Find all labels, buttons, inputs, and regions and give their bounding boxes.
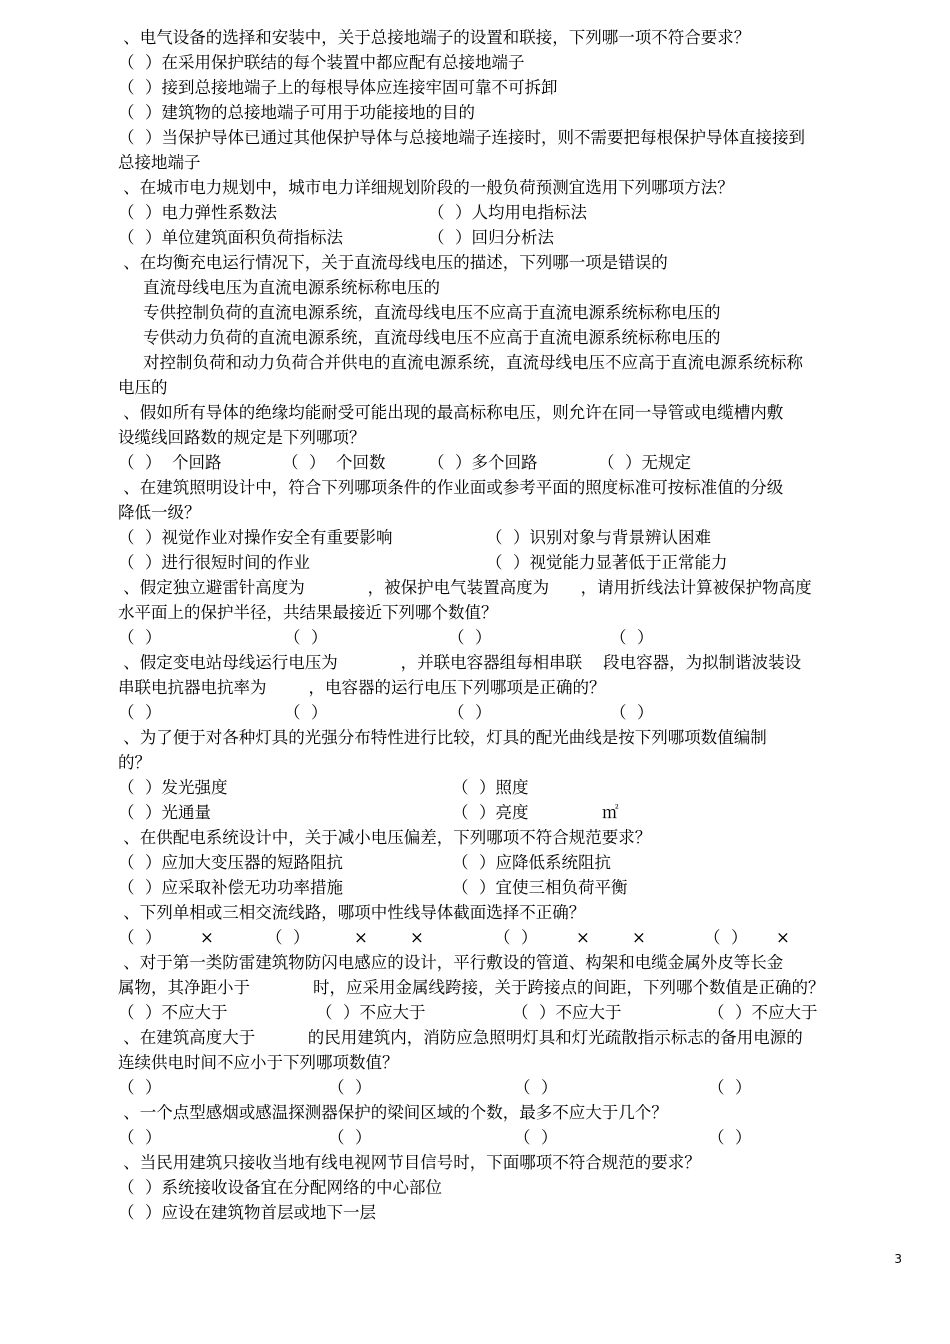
text-line: 、为了便于对各种灯具的光强分布特性进行比较，灯具的配光曲线是按下列哪项数值编制 xyxy=(118,728,767,747)
text-line: 、电气设备的选择和安装中，关于总接地端子的设置和联接，下列哪一项不符合要求？ xyxy=(118,28,751,47)
text-line: （ ） xyxy=(708,1128,752,1147)
text-line: （ ）宜使三相负荷平衡 xyxy=(452,878,628,897)
text-line: （ ） xyxy=(284,703,328,722)
text-line: （ ）照度 xyxy=(452,778,529,797)
text-line: （ ）建筑物的总接地端子可用于功能接地的目的 xyxy=(118,103,475,122)
text-line: 水平面上的保护半径，共结果最接近下列哪个数值？ xyxy=(118,603,498,622)
text-line: （ ） 个回数 xyxy=(282,453,386,472)
text-line: （ ）人均用电指标法 xyxy=(428,203,587,222)
text-line: （ ）单位建筑面积负荷指标法 xyxy=(118,228,343,247)
text-line: 属物，其净距小于 时，应采用金属线跨接，关于跨接点的间距，下列哪个数值是正确的？ xyxy=(118,978,825,997)
text-line: （ ）视觉能力显著低于正常能力 xyxy=(486,553,728,572)
text-line: 、假如所有导体的绝缘均能耐受可能出现的最高标称电压，则允许在同一导管或电缆槽内敷 xyxy=(118,403,784,422)
text-line: （ ） xyxy=(328,1078,372,1097)
text-line: 串联电抗器电抗率为 ，电容器的运行电压下列哪项是正确的？ xyxy=(118,678,606,697)
text-line: （ ）亮度 xyxy=(452,803,529,822)
text-line: （ ）识别对象与背景辨认困难 xyxy=(486,528,711,547)
text-line: （ ）进行很短时间的作业 xyxy=(118,553,310,572)
text-line: （ ） xyxy=(448,628,492,647)
text-line: （ ）系统接收设备宜在分配网络的中心部位 xyxy=(118,1178,442,1197)
text-line: 对控制负荷和动力负荷合并供电的直流电源系统，直流母线电压不应高于直流电源系统标称 xyxy=(143,353,803,372)
text-line: 、假定变电站母线运行电压为 ，并联电容器组每相串联 段电容器，为拟制谐波装设 xyxy=(118,653,802,672)
text-line: （ ） xyxy=(514,1078,558,1097)
text-line: × xyxy=(776,928,790,947)
page-number: 3 xyxy=(894,1252,902,1266)
text-line: （ ） xyxy=(514,1128,558,1147)
text-line: （ ） xyxy=(118,928,162,947)
text-line: 、对于第一类防雷建筑物防闪电感应的设计，平行敷设的管道、构架和电缆金属外皮等长金 xyxy=(118,953,784,972)
text-line: （ ） xyxy=(118,1078,162,1097)
text-line: （ ）无规定 xyxy=(598,453,691,472)
text-line: （ ） 个回路 xyxy=(118,453,222,472)
text-line: （ ） xyxy=(284,628,328,647)
text-line: × xyxy=(354,928,368,947)
text-line: （ ） xyxy=(448,703,492,722)
text-line: （ ）接到总接地端子上的每根导体应连接牢固可靠不可拆卸 xyxy=(118,78,558,97)
text-line: （ ） xyxy=(118,1128,162,1147)
text-line: 的？ xyxy=(118,753,151,772)
text-line: （ ）应降低系统阻抗 xyxy=(452,853,611,872)
text-line: （ ）不应大于 xyxy=(118,1003,228,1022)
text-line: 专供控制负荷的直流电源系统，直流母线电压不应高于直流电源系统标称电压的 xyxy=(143,303,721,322)
text-line: （ ）光通量 xyxy=(118,803,211,822)
text-line: 、假定独立避雷针高度为 ，被保护电气装置高度为 ，请用折线法计算被保护物高度 xyxy=(118,578,812,597)
text-line: （ ） xyxy=(610,628,654,647)
text-line: （ ）不应大于 xyxy=(316,1003,426,1022)
text-line: 降低一级？ xyxy=(118,503,201,522)
text-line: × xyxy=(410,928,424,947)
text-line: 总接地端子 xyxy=(118,153,201,172)
text-line: 连续供电时间不应小于下列哪项数值？ xyxy=(118,1053,399,1072)
text-line: （ ） xyxy=(328,1128,372,1147)
text-line: （ ） xyxy=(118,628,162,647)
text-line: （ ） xyxy=(708,1078,752,1097)
text-line: × xyxy=(200,928,214,947)
text-line: × xyxy=(632,928,646,947)
text-line: 设缆线回路数的规定是下列哪项？ xyxy=(118,428,366,447)
text-line: （ ）应加大变压器的短路阻抗 xyxy=(118,853,343,872)
text-line: 、在供配电系统设计中，关于减小电压偏差，下列哪项不符合规范要求？ xyxy=(118,828,652,847)
text-line: （ ）不应大于 xyxy=(708,1003,818,1022)
text-line: （ ）电力弹性系数法 xyxy=(118,203,277,222)
text-line: （ ）应采取补偿无功功率措施 xyxy=(118,878,343,897)
text-line: 、在建筑高度大于 的民用建筑内，消防应急照明灯具和灯光疏散指示标志的备用电源的 xyxy=(118,1028,803,1047)
text-line: 、在建筑照明设计中，符合下列哪项条件的作业面或参考平面的照度标准可按标准值的分级 xyxy=(118,478,784,497)
text-line: （ ）回归分析法 xyxy=(428,228,554,247)
text-line: （ ） xyxy=(494,928,538,947)
text-line: × xyxy=(576,928,590,947)
text-line: （ ） xyxy=(610,703,654,722)
text-line: （ ）在采用保护联结的每个装置中都应配有总接地端子 xyxy=(118,53,525,72)
text-line: （ ）多个回路 xyxy=(428,453,538,472)
text-line: 电压的 xyxy=(118,378,168,397)
text-line: ㎡ xyxy=(602,803,619,822)
text-line: 专供动力负荷的直流电源系统，直流母线电压不应高于直流电源系统标称电压的 xyxy=(143,328,721,347)
text-line: （ ）发光强度 xyxy=(118,778,228,797)
text-line: （ ）当保护导体已通过其他保护导体与总接地端子连接时，则不需要把每根保护导体直接接到 xyxy=(118,128,805,147)
text-line: （ ）不应大于 xyxy=(512,1003,622,1022)
text-line: 、下列单相或三相交流线路，哪项中性线导体截面选择不正确？ xyxy=(118,903,586,922)
text-line: （ ） xyxy=(704,928,748,947)
text-line: 、一个点型感烟或感温探测器保护的梁间区域的个数，最多不应大于几个？ xyxy=(118,1103,668,1122)
text-line: （ ）视觉作业对操作安全有重要影响 xyxy=(118,528,393,547)
text-line: 直流母线电压为直流电源系统标称电压的 xyxy=(143,278,440,297)
text-line: （ ）应设在建筑物首层或地下一层 xyxy=(118,1203,376,1222)
text-line: 、当民用建筑只接收当地有线电视网节目信号时，下面哪项不符合规范的要求？ xyxy=(118,1153,701,1172)
text-line: 、在城市电力规划中，城市电力详细规划阶段的一般负荷预测宜选用下列哪项方法？ xyxy=(118,178,734,197)
text-line: （ ） xyxy=(118,703,162,722)
text-line: （ ） xyxy=(266,928,310,947)
text-line: 、在均衡充电运行情况下，关于直流母线电压的描述，下列哪一项是错误的 xyxy=(118,253,668,272)
